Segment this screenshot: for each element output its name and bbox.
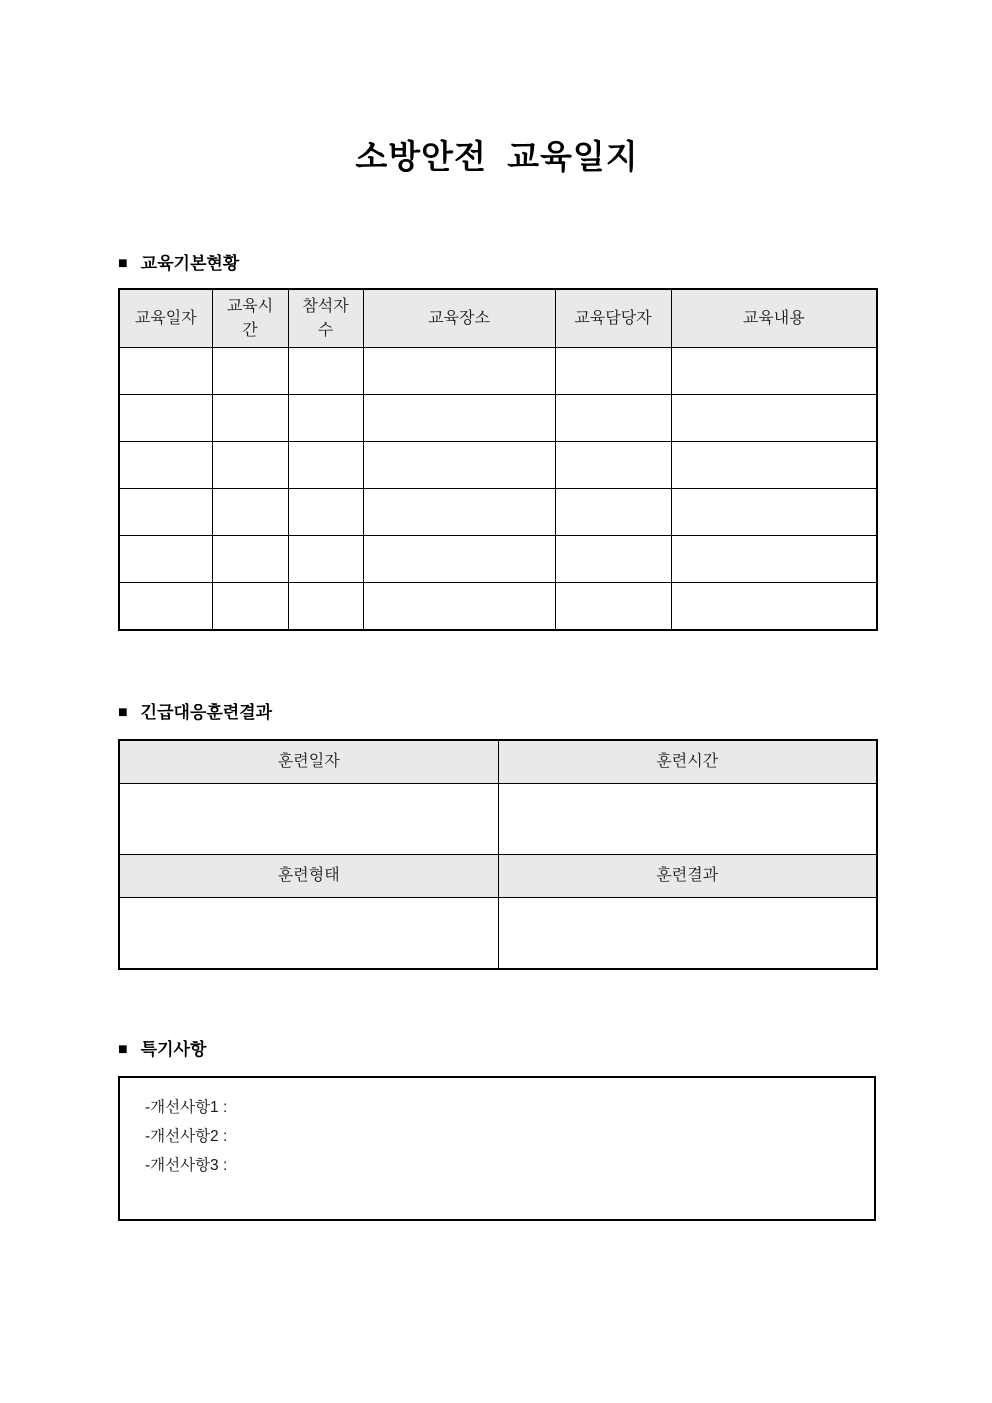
empty-cell	[555, 489, 671, 536]
training-header-row-1	[119, 740, 877, 784]
training-empty-row	[119, 784, 877, 855]
note-line-improvement-1: -개선사항1 :	[145, 1099, 228, 1116]
empty-cell	[555, 442, 671, 489]
col-header-training-date: 훈련일자	[119, 740, 498, 784]
col-header-education-manager: 교육담당자	[555, 289, 671, 348]
section-bullet-icon: ■	[118, 1041, 128, 1058]
col-header-education-place: 교육장소	[363, 289, 555, 348]
empty-cell	[119, 395, 212, 442]
empty-cell	[671, 489, 877, 536]
training-empty-row	[119, 898, 877, 970]
document-title: 소방안전 교육일지	[355, 138, 639, 175]
empty-cell	[119, 583, 212, 631]
empty-cell	[288, 583, 363, 631]
education-table-empty-row	[119, 348, 877, 395]
empty-cell	[555, 395, 671, 442]
empty-cell	[498, 784, 877, 855]
note-line-improvement-2: -개선사항2 :	[145, 1128, 228, 1145]
empty-cell	[288, 348, 363, 395]
empty-cell	[212, 536, 288, 583]
empty-cell	[119, 348, 212, 395]
empty-cell	[555, 583, 671, 631]
section-education-heading	[118, 254, 876, 274]
empty-cell	[363, 395, 555, 442]
empty-cell	[363, 348, 555, 395]
empty-cell	[212, 489, 288, 536]
education-table-empty-row	[119, 536, 877, 583]
education-table-header-row	[119, 289, 877, 348]
empty-cell	[212, 583, 288, 631]
col-header-attendee-count: 참석자수	[288, 289, 363, 348]
section-training-title: 긴급대응훈련결과	[140, 703, 273, 722]
empty-cell	[212, 442, 288, 489]
empty-cell	[363, 583, 555, 631]
empty-cell	[498, 898, 877, 970]
section-bullet-icon: ■	[118, 255, 128, 272]
empty-cell	[671, 583, 877, 631]
empty-cell	[671, 442, 877, 489]
education-table	[118, 288, 878, 631]
section-bullet-icon: ■	[118, 704, 128, 721]
training-header-row-2	[119, 855, 877, 898]
empty-cell	[212, 395, 288, 442]
col-header-education-content: 교육내용	[671, 289, 877, 348]
empty-cell	[288, 536, 363, 583]
empty-cell	[212, 348, 288, 395]
education-table-empty-row	[119, 583, 877, 631]
empty-cell	[119, 489, 212, 536]
empty-cell	[671, 348, 877, 395]
empty-cell	[555, 536, 671, 583]
education-table-empty-row	[119, 489, 877, 536]
empty-cell	[671, 395, 877, 442]
note-line-improvement-3: -개선사항3 :	[145, 1157, 228, 1174]
empty-cell	[119, 536, 212, 583]
education-table-empty-row	[119, 395, 877, 442]
col-header-training-time: 훈련시간	[498, 740, 877, 784]
section-notes-title: 특기사항	[140, 1040, 207, 1059]
empty-cell	[288, 489, 363, 536]
col-header-training-result: 훈련결과	[498, 855, 877, 898]
training-table	[118, 739, 878, 970]
section-training-heading	[118, 703, 876, 723]
empty-cell	[671, 536, 877, 583]
empty-cell	[119, 898, 498, 970]
education-table-empty-row	[119, 442, 877, 489]
empty-cell	[363, 442, 555, 489]
empty-cell	[119, 442, 212, 489]
empty-cell	[363, 536, 555, 583]
col-header-education-date: 교육일자	[119, 289, 212, 348]
empty-cell	[288, 395, 363, 442]
empty-cell	[119, 784, 498, 855]
education-table-body	[119, 348, 877, 631]
col-header-training-type: 훈련형태	[119, 855, 498, 898]
empty-cell	[555, 348, 671, 395]
col-header-education-time: 교육시간	[212, 289, 288, 348]
section-education-title: 교육기본현황	[140, 254, 240, 273]
section-notes-heading	[118, 1040, 876, 1060]
notes-box	[118, 1076, 876, 1221]
empty-cell	[288, 442, 363, 489]
empty-cell	[363, 489, 555, 536]
document-page	[118, 0, 876, 1221]
